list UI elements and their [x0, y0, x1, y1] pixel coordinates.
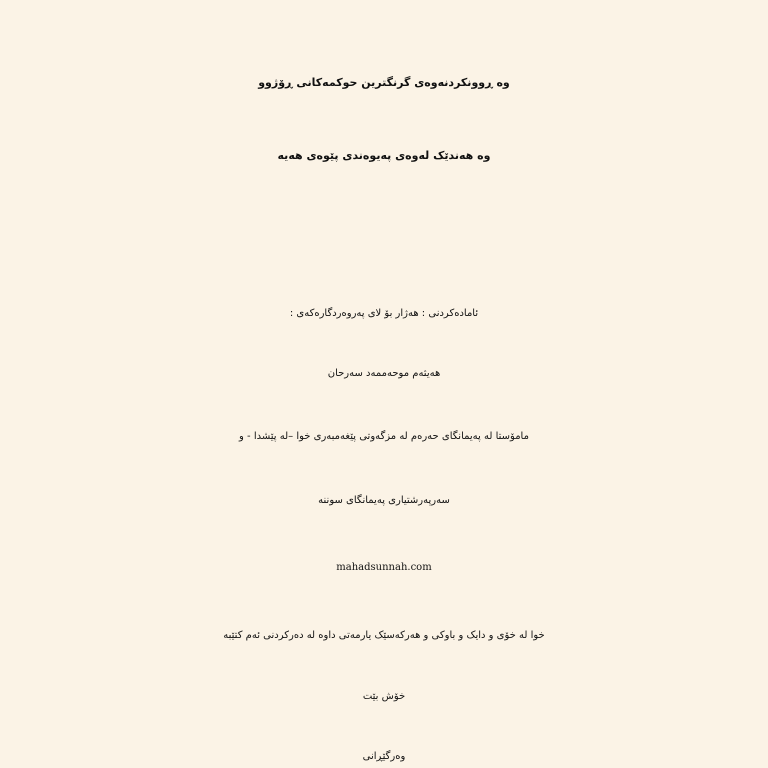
- title-line-2: وە ڕوونکردنەوەی گرنگترین حوکمەکانی ڕۆژوو: [258, 76, 510, 89]
- cut-off-line: وەرگێڕانی: [362, 751, 406, 762]
- website-link[interactable]: mahadsunnah.com: [336, 562, 432, 573]
- prepared-by-line: ئامادەکردنی : هەژار بۆ لای پەروەردگارەکەی :: [289, 308, 479, 319]
- author-name: هەیثەم موحەممەد سەرحان: [327, 368, 441, 379]
- title-line-3: وە هەندێک لەوەی پەیوەندی پێوەی هەیە: [277, 149, 491, 162]
- author-role-line-2: سەرپەرشتیاری پەیمانگای سوننە: [318, 495, 450, 506]
- author-role-line-1: مامۆستا لە پەیمانگای حەرەم لە مزگەوتی پێغەمبەری خوا –لە پێشدا - و: [239, 431, 529, 442]
- dua-line-2: خۆش بێت: [362, 691, 406, 702]
- dua-line-1: خوا لە خۆی و دایک و باوکی و هەرکەسێک یارمەتی داوە لە دەرکردنی ئەم کتێبە: [223, 630, 545, 641]
